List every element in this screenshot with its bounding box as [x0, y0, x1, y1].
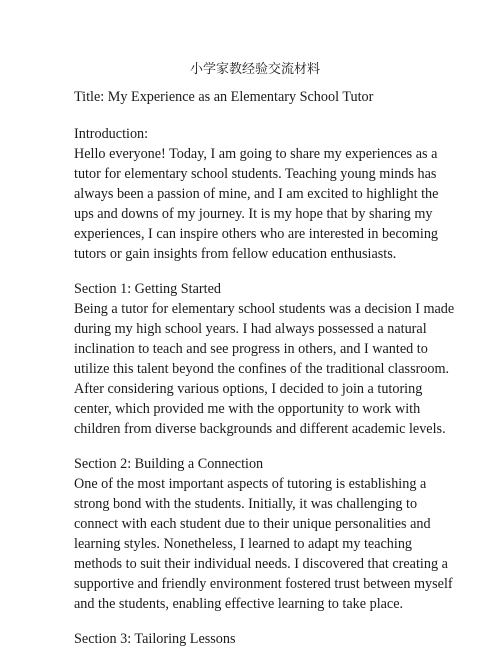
paragraph-line: inclination to teach and see progress in others, and I wanted to [74, 341, 428, 357]
paragraph-line: center, which provided me with the opportunity to work with [74, 401, 421, 417]
paragraph-line: experiences, I can inspire others who are interested in becoming [74, 226, 439, 242]
paragraph-line: tutor for elementary school students. Teaching young minds has [74, 166, 437, 182]
paragraph-line: tutors or gain insights from fellow education enthusiasts. [74, 246, 397, 262]
paragraph-line: utilize this talent beyond the confines of the traditional classroom. [74, 361, 450, 377]
paragraph-line: always been a passion of mine, and I am excited to highlight the [74, 186, 439, 202]
paragraph-line: methods to suit their individual needs. I discovered that creating a [74, 556, 448, 572]
paragraph-line: connect with each student due to their unique personalities and [74, 516, 431, 532]
paragraph-line: and the students, enabling effective learning to take place. [74, 596, 404, 612]
paragraph-line: One of the most important aspects of tutoring is establishing a [74, 476, 427, 492]
paragraph-line: during my high school years. I had always possessed a natural [74, 321, 427, 337]
section-heading: Section 2: Building a Connection [74, 456, 264, 472]
paragraph-line: ups and downs of my journey. It is my hope that by sharing my [74, 206, 433, 222]
paragraph-line: After considering various options, I decided to join a tutoring [74, 381, 423, 397]
paragraph-line: Being a tutor for elementary school students was a decision I made [74, 301, 455, 317]
paragraph-line: supportive and friendly environment fostered trust between myself [74, 576, 453, 592]
paragraph-line: learning styles. Nonetheless, I learned to adapt my teaching [74, 536, 413, 552]
paragraph-line: strong bond with the students. Initially, it was challenging to [74, 496, 418, 512]
paragraph-line: children from diverse backgrounds and different academic levels. [74, 421, 446, 437]
paragraph-line: Hello everyone! Today, I am going to share my experiences as a [74, 146, 438, 162]
section-heading: Section 3: Tailoring Lessons [74, 631, 236, 647]
document-heading: 小学家教经验交流材料 [189, 61, 320, 76]
section-heading: Introduction: [74, 126, 149, 142]
section-heading: Section 1: Getting Started [74, 281, 221, 297]
document-title-line: Title: My Experience as an Elementary School Tutor [74, 89, 374, 105]
